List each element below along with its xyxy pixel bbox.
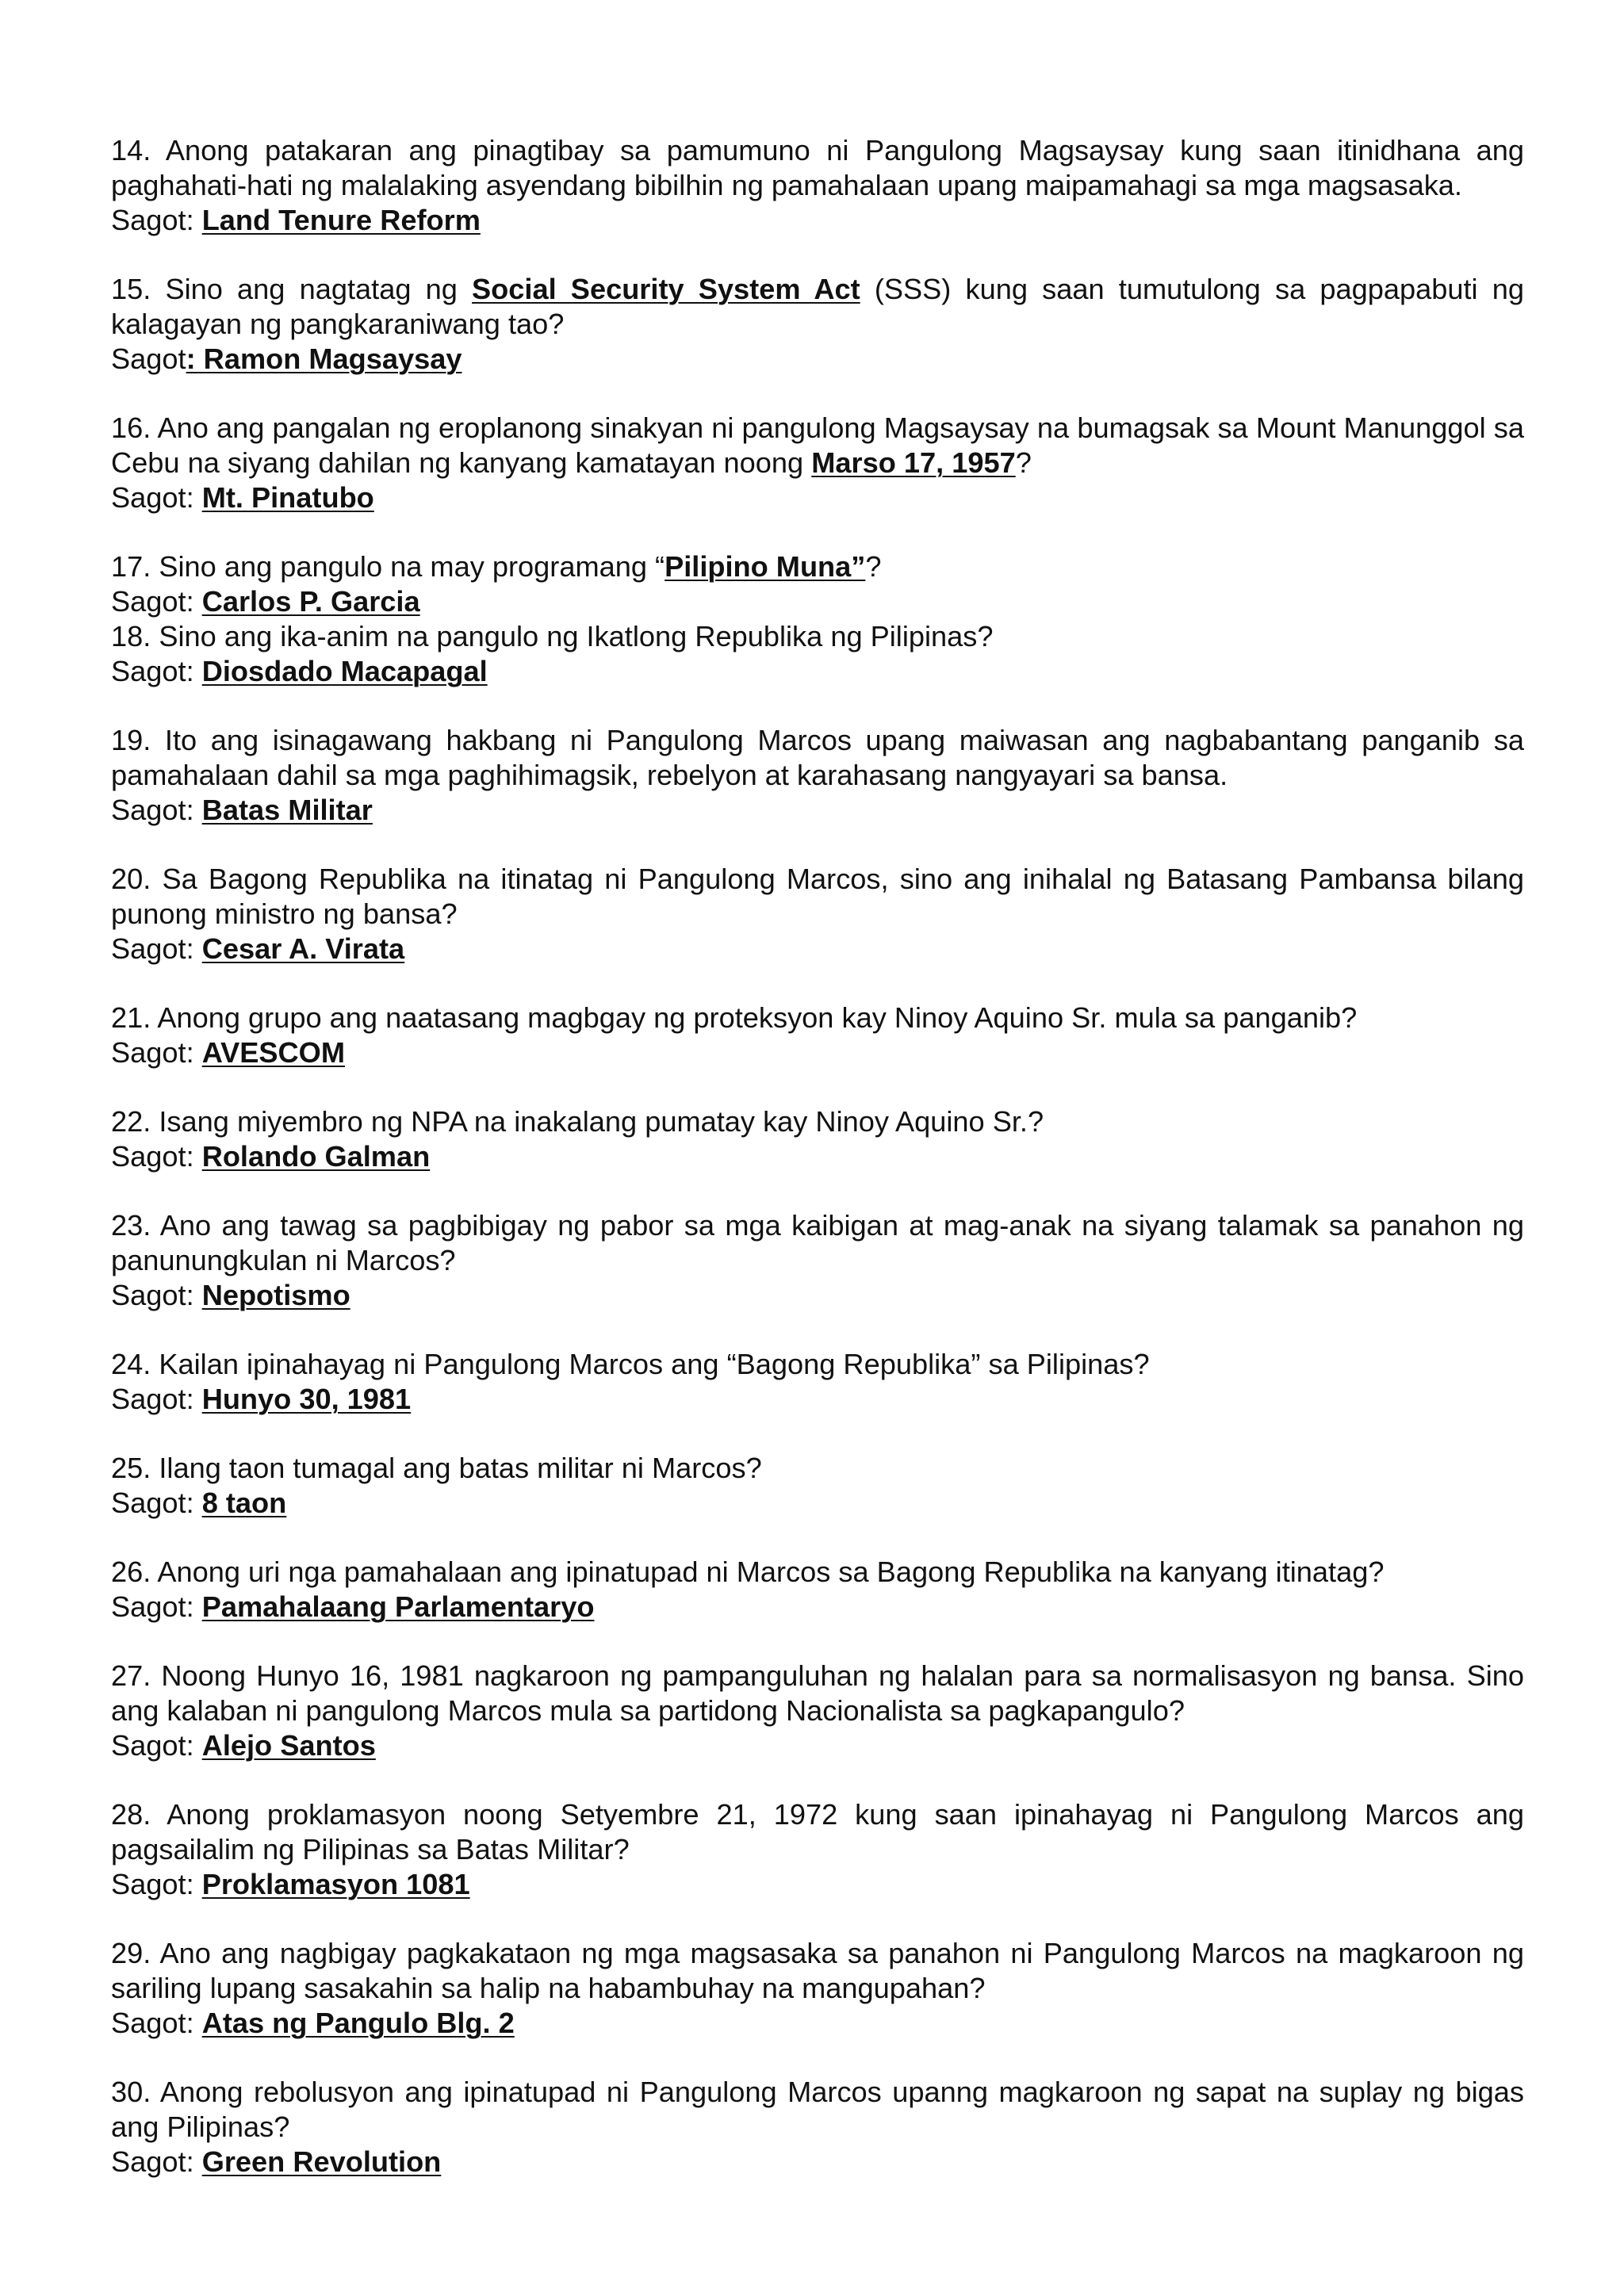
question-text: 30. Anong rebolusyon ang ipinatupad ni Pangulong Marcos upanng magkaroon ng sapat na suplay ng bigas ang Pilipinas? bbox=[111, 2076, 1524, 2143]
question-text: 14. Anong patakaran ang pinagtibay sa pamumuno ni Pangulong Magsaysay kung saan itinidhana ang paghahati-hati ng malalaking asyendang bibilhin ng pamahalaan upang maipamahagi sa mga magsasaka. bbox=[111, 134, 1524, 201]
answer-value: Land Tenure Reform bbox=[201, 204, 481, 236]
question-text: 23. Ano ang tawag sa pagbibigay ng pabor sa mga kaibigan at mag-anak na siyang talamak sa panahon ng panunungkulan ni Marcos? bbox=[111, 1209, 1524, 1276]
answer-label: Sagot: bbox=[111, 1279, 202, 1311]
question-item-17 bbox=[111, 549, 1524, 619]
answer-value: Proklamasyon 1081 bbox=[201, 1868, 470, 1900]
question-item-23 bbox=[111, 1208, 1524, 1313]
question-item-16 bbox=[111, 411, 1524, 515]
answer-line bbox=[111, 932, 1524, 966]
question-item-30 bbox=[111, 2075, 1524, 2179]
answer-label: Sagot: bbox=[111, 1590, 202, 1623]
answer-label: Sagot: bbox=[111, 2007, 202, 2039]
answer-value: AVESCOM bbox=[201, 1036, 345, 1069]
answer-value: Cesar A. Virata bbox=[201, 932, 405, 965]
question-emphasis: Social Security System Act bbox=[472, 273, 860, 305]
answer-value: Atas ng Pangulo Blg. 2 bbox=[201, 2007, 515, 2039]
question-text: 25. Ilang taon tumagal ang batas militar ni Marcos? bbox=[111, 1452, 762, 1484]
question-text: 19. Ito ang isinagawang hakbang ni Pangulong Marcos upang maiwasan ang nagbabantang panganib sa pamahalaan dahil sa mga paghihimagsik, rebelyon at karahasang nangyayari sa bansa. bbox=[111, 724, 1524, 791]
answer-label: Sagot: bbox=[111, 2145, 202, 2178]
question-item-27 bbox=[111, 1659, 1524, 1763]
answer-label: Sagot: bbox=[111, 1383, 202, 1415]
question-item-25 bbox=[111, 1451, 1524, 1521]
answer-label: Sagot: bbox=[111, 204, 202, 236]
answer-line bbox=[111, 1590, 1524, 1624]
answer-label: Sagot: bbox=[111, 1036, 202, 1069]
answer-line bbox=[111, 1486, 1524, 1521]
answer-value: Hunyo 30, 1981 bbox=[201, 1383, 412, 1415]
answer-line bbox=[111, 2006, 1524, 2041]
answer-line bbox=[111, 2145, 1524, 2179]
question-item-24 bbox=[111, 1347, 1524, 1417]
answer-line bbox=[111, 342, 1524, 377]
question-item-28 bbox=[111, 1797, 1524, 1902]
answer-label: Sagot: bbox=[111, 932, 202, 965]
answer-label: Sagot: bbox=[111, 1140, 202, 1173]
answer-label: Sagot: bbox=[111, 481, 202, 514]
question-text: 16. Ano ang pangalan ng eroplanong sinakyan ni pangulong Magsaysay na bumagsak sa Mount Manunggol sa Cebu na siyang dahilan ng kanyang kamatayan noong Marso 17, 1957? bbox=[111, 411, 1524, 479]
question-item-29 bbox=[111, 1936, 1524, 2041]
question-text: 20. Sa Bagong Republika na itinatag ni Pangulong Marcos, sino ang inihalal ng Batasang Pambansa bilang punong ministro ng bansa? bbox=[111, 863, 1524, 930]
question-text: 15. Sino ang nagtatag ng Social Security System Act (SSS) kung saan tumutulong sa pagpapabuti ng kalagayan ng pangkaraniwang tao? bbox=[111, 273, 1524, 340]
answer-label: Sagot: bbox=[111, 1487, 202, 1519]
answer-value: : Ramon Magsaysay bbox=[186, 342, 462, 375]
answer-label: Sagot: bbox=[111, 794, 202, 826]
answer-label: Sagot: bbox=[111, 1868, 202, 1900]
question-emphasis: Marso 17, 1957 bbox=[811, 446, 1016, 479]
answer-line bbox=[111, 1382, 1524, 1417]
answer-value: Pamahalaang Parlamentaryo bbox=[201, 1590, 595, 1623]
question-text: 21. Anong grupo ang naatasang magbgay ng proteksyon kay Ninoy Aquino Sr. mula sa panganib? bbox=[111, 1001, 1358, 1034]
answer-value: Rolando Galman bbox=[201, 1140, 431, 1173]
answer-line bbox=[111, 654, 1524, 689]
question-item-15 bbox=[111, 272, 1524, 377]
answer-line bbox=[111, 1867, 1524, 1902]
answer-value: Nepotismo bbox=[201, 1279, 350, 1311]
answer-value: Carlos P. Garcia bbox=[201, 585, 420, 618]
answer-line bbox=[111, 203, 1524, 238]
question-item-14 bbox=[111, 133, 1524, 238]
document-page bbox=[111, 133, 1524, 2214]
answer-value: Alejo Santos bbox=[201, 1729, 376, 1762]
question-text: 22. Isang miyembro ng NPA na inakalang pumatay kay Ninoy Aquino Sr.? bbox=[111, 1105, 1044, 1138]
question-item-21 bbox=[111, 1001, 1524, 1070]
question-text: 26. Anong uri nga pamahalaan ang ipinatupad ni Marcos sa Bagong Republika na kanyang itinatag? bbox=[111, 1556, 1385, 1588]
answer-value: Diosdado Macapagal bbox=[201, 655, 488, 687]
question-text: 24. Kailan ipinahayag ni Pangulong Marcos ang “Bagong Republika” sa Pilipinas? bbox=[111, 1348, 1150, 1380]
answer-label: Sagot bbox=[111, 342, 186, 375]
answer-line bbox=[111, 793, 1524, 828]
answer-line bbox=[111, 584, 1524, 619]
answer-line bbox=[111, 1139, 1524, 1174]
question-text: 27. Noong Hunyo 16, 1981 nagkaroon ng pampanguluhan ng halalan para sa normalisasyon ng bansa. Sino ang kalaban ni pangulong Marcos mula sa partidong Nacionalista sa pagkapangulo? bbox=[111, 1659, 1524, 1727]
answer-label: Sagot: bbox=[111, 585, 202, 618]
question-item-20 bbox=[111, 862, 1524, 966]
question-text: 17. Sino ang pangulo na may programang “Pilipino Muna”? bbox=[111, 550, 882, 583]
answer-label: Sagot: bbox=[111, 1729, 202, 1762]
answer-line bbox=[111, 480, 1524, 515]
question-emphasis: Pilipino Muna” bbox=[665, 550, 866, 583]
question-text: 28. Anong proklamasyon noong Setyembre 21, 1972 kung saan ipinahayag ni Pangulong Marcos ang pagsailalim ng Pilipinas sa Batas Militar? bbox=[111, 1798, 1524, 1866]
answer-value: Batas Militar bbox=[201, 794, 373, 826]
answer-line bbox=[111, 1035, 1524, 1070]
answer-value: 8 taon bbox=[201, 1487, 287, 1519]
answer-line bbox=[111, 1278, 1524, 1313]
question-item-26 bbox=[111, 1555, 1524, 1624]
question-text: 18. Sino ang ika-anim na pangulo ng Ikatlong Republika ng Pilipinas? bbox=[111, 620, 994, 652]
question-item-19 bbox=[111, 723, 1524, 828]
answer-value: Green Revolution bbox=[201, 2145, 442, 2178]
question-text: 29. Ano ang nagbigay pagkakataon ng mga magsasaka sa panahon ni Pangulong Marcos na magkaroon ng sariling lupang sasakahin sa halip na habambuhay na mangupahan? bbox=[111, 1937, 1524, 2004]
answer-value: Mt. Pinatubo bbox=[201, 481, 374, 514]
answer-label: Sagot: bbox=[111, 655, 202, 687]
answer-line bbox=[111, 1728, 1524, 1763]
question-item-18 bbox=[111, 619, 1524, 689]
question-item-22 bbox=[111, 1104, 1524, 1174]
